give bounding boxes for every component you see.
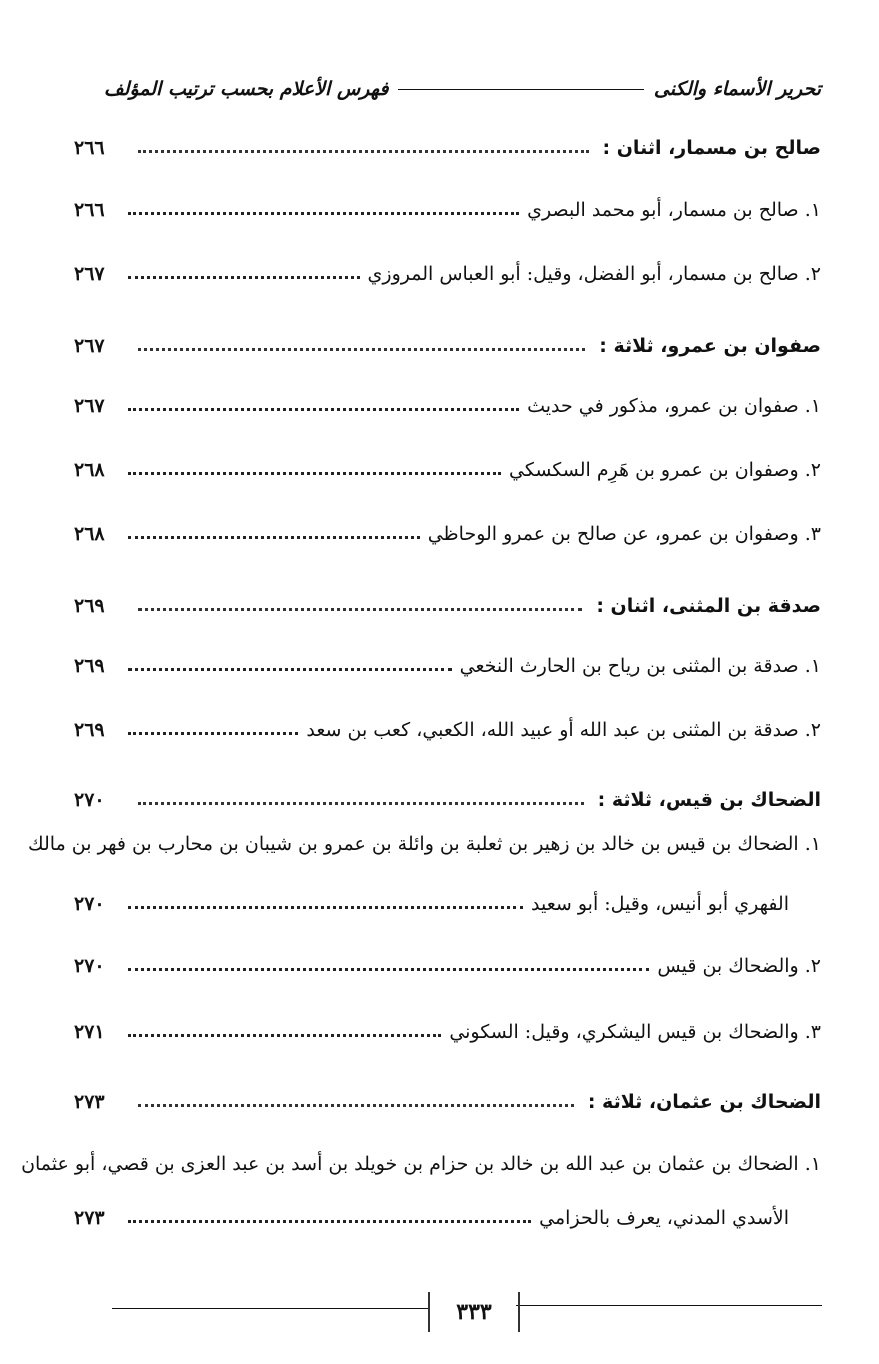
- index-entry: ١. صفوان بن عمرو، مذكور في حديث ٢٦٧: [74, 384, 821, 420]
- page-ref: ٢٧٠: [74, 893, 105, 915]
- page-ref: ٢٦٧: [74, 335, 105, 357]
- group-heading: الضحاك بن عثمان، ثلاثة : ٢٧٣: [74, 1080, 821, 1116]
- index-entry: ٢. والضحاك بن قيس ٢٧٠: [74, 944, 821, 980]
- group-heading: صدقة بن المثنى، اثنان : ٢٦٩: [74, 584, 821, 620]
- group-heading: الضحاك بن قيس، ثلاثة : ٢٧٠: [74, 778, 821, 814]
- index-entry: ٢. صدقة بن المثنى بن عبد الله أو عبيد الله، الكعبي، كعب بن سعد ٢٦٩: [74, 708, 821, 744]
- page-ref: ٢٧٣: [74, 1091, 105, 1113]
- page-ref: ٢٦٦: [74, 199, 105, 221]
- page-ref: ٢٧٣: [74, 1207, 105, 1229]
- index-entry: ١. صدقة بن المثنى بن رياح بن الحارث النخعي ٢٦٩: [74, 644, 821, 680]
- index-entry: الفهري أبو أنيس، وقيل: أبو سعيد ٢٧٠: [74, 882, 821, 918]
- running-header: [104, 72, 821, 106]
- page-ref: ٢٦٧: [74, 263, 105, 285]
- page-ref: ٢٦٩: [74, 719, 105, 741]
- index-entry: ٢. صالح بن مسمار، أبو الفضل، وقيل: أبو العباس المروزي ٢٦٧: [74, 252, 821, 288]
- page-ref: ٢٧٠: [74, 955, 105, 977]
- index-entry-line: ١. الضحاك بن عثمان بن عبد الله بن خالد بن حزام بن خويلد بن أسد بن عبد العزى بن قصي، أبو عثمان: [21, 1153, 821, 1175]
- header-rule: [398, 89, 643, 90]
- page-ref: ٢٦٨: [74, 523, 105, 545]
- page-ref: ٢٦٩: [74, 655, 105, 677]
- index-entry-line: ١. الضحاك بن قيس بن خالد بن زهير بن ثعلبة بن وائلة بن عمرو بن شيبان بن محارب بن فهر بن مالك: [28, 833, 821, 855]
- index-entry: الأسدي المدني، يعرف بالحزامي ٢٧٣: [74, 1196, 821, 1232]
- group-heading: صفوان بن عمرو، ثلاثة : ٢٦٧: [74, 324, 821, 360]
- page-ref: ٢٦٨: [74, 459, 105, 481]
- group-heading: صالح بن مسمار، اثنان : ٢٦٦: [74, 126, 821, 162]
- index-entry: ٢. وصفوان بن عمرو بن هَرِم السكسكي ٢٦٨: [74, 448, 821, 484]
- section-title: فهرس الأعلام بحسب ترتيب المؤلف: [104, 78, 389, 100]
- page-ref: ٢٧٠: [74, 789, 105, 811]
- page-ref: ٢٦٧: [74, 395, 105, 417]
- book-title: تحرير الأسماء والكنى: [653, 78, 821, 100]
- page-ref: ٢٦٩: [74, 595, 105, 617]
- index-entry: ٣. والضحاك بن قيس اليشكري، وقيل: السكوني ٢٧١: [74, 1010, 821, 1046]
- index-entry: ١. صالح بن مسمار، أبو محمد البصري ٢٦٦: [74, 188, 821, 224]
- footer-rule-right: [516, 1305, 822, 1306]
- footer-rule-left: [112, 1308, 428, 1309]
- page-ref: ٢٦٦: [74, 137, 105, 159]
- page-ref: ٢٧١: [74, 1021, 105, 1043]
- page-number: ٣٣٣: [428, 1292, 520, 1332]
- index-entry: ٣. وصفوان بن عمرو، عن صالح بن عمرو الوحاظي ٢٦٨: [74, 512, 821, 548]
